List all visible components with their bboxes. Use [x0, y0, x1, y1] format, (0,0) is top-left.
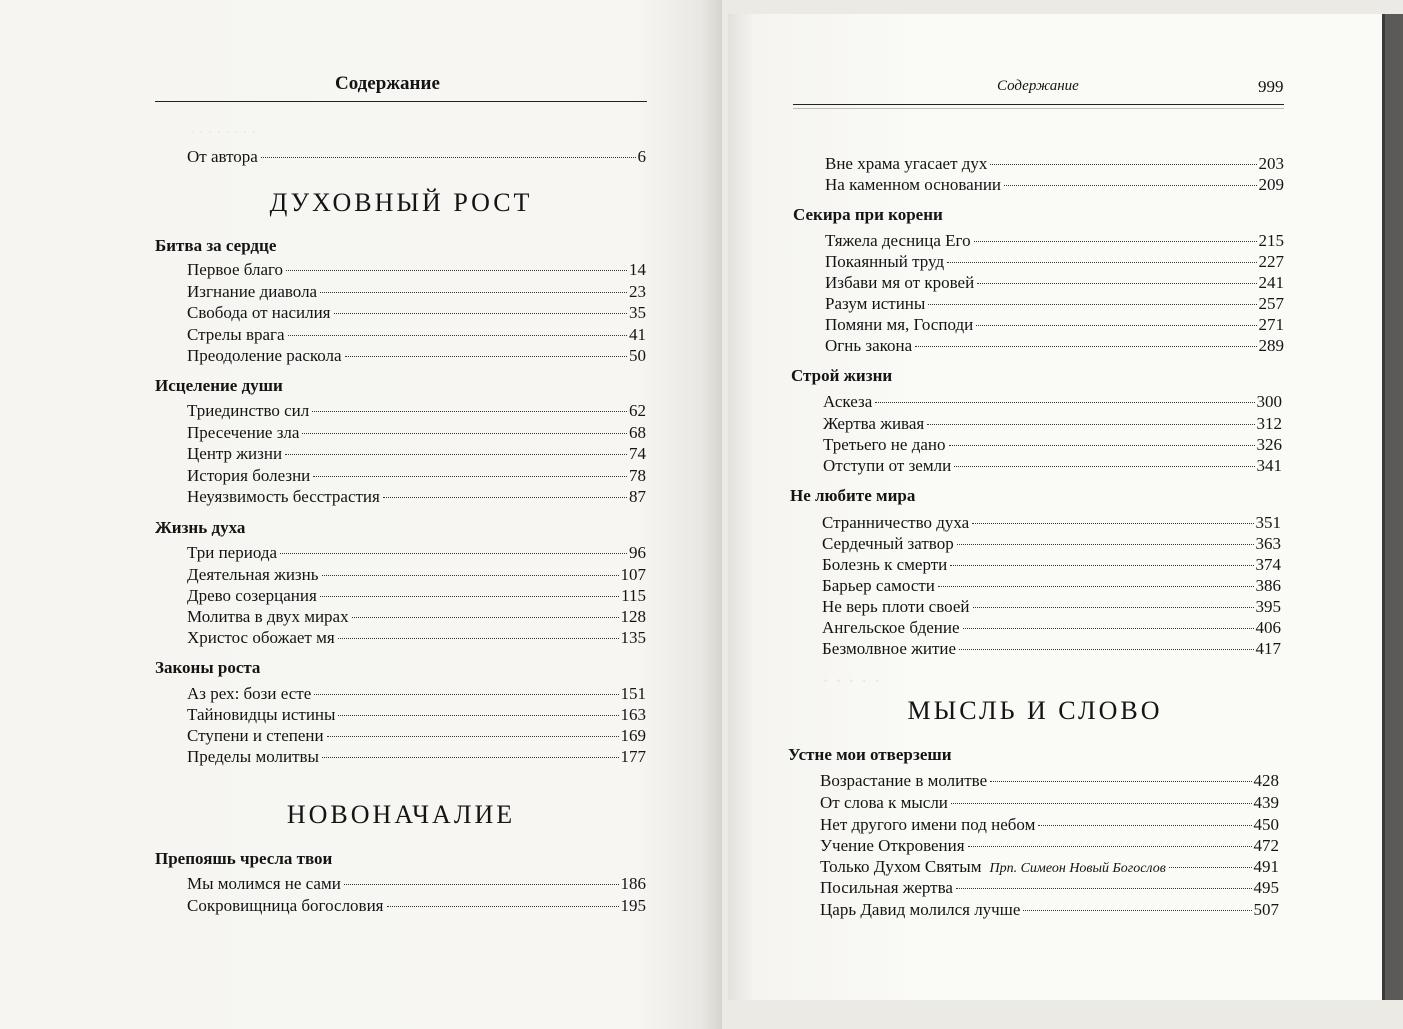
header-rule	[155, 101, 647, 102]
toc-entry[interactable]: Древо созерцания 115	[187, 586, 646, 605]
toc-entry[interactable]: Жертва живая 312	[823, 414, 1282, 433]
toc-entry[interactable]: Деятельная жизнь 107	[187, 565, 646, 584]
toc-entry[interactable]: От слова к мысли 439	[820, 793, 1279, 812]
toc-entry[interactable]: Посильная жертва 495	[820, 878, 1279, 897]
group-heading: Секира при корени	[793, 205, 943, 224]
toc-entry[interactable]: Огнь закона 289	[825, 336, 1284, 355]
bleed-through-text: · · · · ·	[822, 668, 881, 693]
toc-entry[interactable]: Молитва в двух мирах 128	[187, 607, 646, 626]
toc-entry[interactable]: Центр жизни 74	[187, 444, 646, 463]
toc-entry[interactable]: Отступи от земли 341	[823, 456, 1282, 475]
toc-entry[interactable]: Аскеза 300	[823, 392, 1282, 411]
toc-entry[interactable]: Третьего не дано 326	[823, 435, 1282, 454]
header-rule	[793, 104, 1284, 105]
toc-entry[interactable]: От автора 6	[187, 147, 646, 166]
running-head: Содержание	[997, 78, 1079, 94]
group-heading: Исцеление души	[155, 376, 283, 395]
section-title: НОВОНАЧАЛИЕ	[286, 800, 516, 829]
toc-entry[interactable]: Стрелы врага 41	[187, 325, 646, 344]
toc-entry[interactable]: Христос обожает мя 135	[187, 628, 646, 647]
header-rule-shadow	[793, 108, 1284, 109]
toc-entry[interactable]: Безмолвное житие 417	[822, 639, 1281, 658]
toc-entry[interactable]: Пределы молитвы 177	[187, 747, 646, 766]
section-title: МЫСЛЬ И СЛОВО	[907, 696, 1163, 725]
toc-entry[interactable]: Пресечение зла 68	[187, 423, 646, 442]
toc-entry[interactable]: Возрастание в молитве 428	[820, 771, 1279, 790]
running-head: Содержание	[335, 73, 440, 94]
toc-entry[interactable]: Нет другого имени под небом 450	[820, 815, 1279, 834]
toc-entry[interactable]: Болезнь к смерти 374	[822, 555, 1281, 574]
page-number: 999	[1258, 77, 1284, 96]
toc-entry[interactable]: Царь Давид молился лучше 507	[820, 900, 1279, 919]
toc-entry[interactable]: История болезни 78	[187, 466, 646, 485]
toc-entry[interactable]: Преодоление раскола 50	[187, 346, 646, 365]
toc-entry[interactable]: Свобода от насилия 35	[187, 303, 646, 322]
toc-entry[interactable]: Барьер самости 386	[822, 576, 1281, 595]
toc-entry[interactable]: Покаянный труд 227	[825, 252, 1284, 271]
toc-entry[interactable]: Избави мя от кровей 241	[825, 273, 1284, 292]
toc-entry[interactable]: Мы молимся не сами 186	[187, 874, 646, 893]
toc-entry[interactable]: Ангельское бдение 406	[822, 618, 1281, 637]
toc-entry[interactable]: Изгнание диавола 23	[187, 282, 646, 301]
book-cover-edge	[1385, 14, 1403, 1000]
toc-entry[interactable]: Сердечный затвор 363	[822, 534, 1281, 553]
toc-entry[interactable]: Сокровищница богословия 195	[187, 896, 646, 915]
entry-attribution: Прп. Симеон Новый Богослов	[989, 861, 1166, 876]
toc-entry[interactable]: Учение Откровения 472	[820, 836, 1279, 855]
group-heading: Не любите мира	[790, 486, 916, 505]
toc-entry[interactable]: Вне храма угасает дух 203	[825, 154, 1284, 173]
group-heading: Устне мои отверзеши	[788, 745, 952, 764]
toc-entry[interactable]: Странничество духа 351	[822, 513, 1281, 532]
toc-entry[interactable]: Три периода 96	[187, 543, 646, 562]
group-heading: Жизнь духа	[155, 518, 246, 537]
group-heading: Законы роста	[155, 658, 261, 677]
toc-entry[interactable]: Только Духом Святым Прп. Симеон Новый Богослов 491	[820, 857, 1279, 876]
toc-entry[interactable]: Тяжела десница Его 215	[825, 231, 1284, 250]
group-heading: Строй жизни	[791, 366, 893, 385]
toc-entry[interactable]: Помяни мя, Господи 271	[825, 315, 1284, 334]
group-heading: Препояшь чресла твои	[155, 849, 333, 868]
toc-entry[interactable]: Аз рех: бози есте 151	[187, 684, 646, 703]
bleed-through-text: · · · · · · · ·	[190, 125, 257, 141]
section-title: ДУХОВНЫЙ РОСТ	[269, 188, 533, 217]
toc-entry[interactable]: На каменном основании 209	[825, 175, 1284, 194]
toc-entry[interactable]: Неуязвимость бесстрастия 87	[187, 487, 646, 506]
toc-entry[interactable]: Ступени и степени 169	[187, 726, 646, 745]
toc-entry[interactable]: Не верь плоти своей 395	[822, 597, 1281, 616]
toc-entry[interactable]: Первое благо 14	[187, 260, 646, 279]
group-heading: Битва за сердце	[155, 236, 277, 255]
toc-entry[interactable]: Тайновидцы истины 163	[187, 705, 646, 724]
toc-entry[interactable]: Триединство сил 62	[187, 401, 646, 420]
toc-entry[interactable]: Разум истины 257	[825, 294, 1284, 313]
